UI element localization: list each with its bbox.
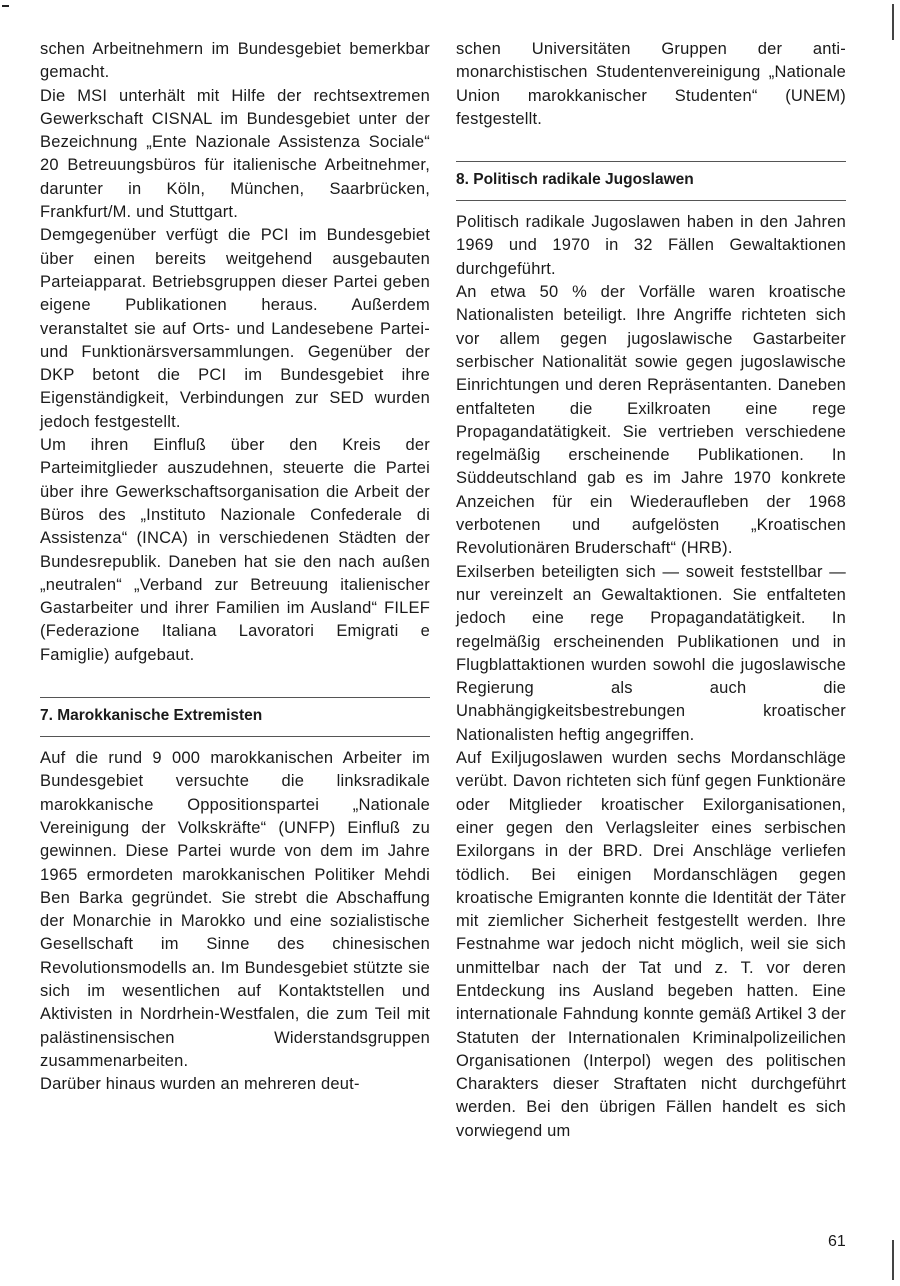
left-column xyxy=(40,38,430,1096)
paragraph: Exilserben beteiligten sich — soweit feststellbar — nur vereinzelt an Gewaltaktionen. Sie entfalteten jedoch eine rege Propagandatätigkeit. In regelmäßig erscheinenden Publikationen und in Flugblattaktionen wurden sowohl die jugoslawische Regierung als auch die Unabhängigkeitsbestrebungen kroatischer Nationalisten heftig angegriffen. xyxy=(456,562,846,744)
paragraph: Um ihren Einfluß über den Kreis der Parteimitglieder auszudehnen, steuerte die Partei über ihre Gewerkschaftsorganisation die Arbeit der Büros des „Instituto Nazionale Confederale di Assistenza“ (INCA) in verschiedenen Städten der Bundesrepublik. Daneben hat sie den nach außen „neutralen“ „Verband zur Betreuung italienischer Gastarbeiter und ihrer Familien im Ausland“ FILEF (Federazione Italiana Lavoratori Emigrati e Famiglie) aufgebaut. xyxy=(40,436,430,664)
paragraph: schen Universitäten Gruppen der anti-monarchistischen Studentenvereinigung „Nationale Union marokkanischer Studenten“ (UNEM) festgestellt. xyxy=(456,40,846,128)
scan-edge-mark-top xyxy=(892,4,894,40)
right-column xyxy=(456,38,846,1143)
scan-mark xyxy=(2,5,9,7)
paragraph: An etwa 50 % der Vorfälle waren kroatische Nationalisten beteiligt. Ihre Angriffe richteten sich vor allem gegen jugoslawische Gastarbeiter serbischer Nationalität sowie gegen jugoslawische Einrichtungen und deren Repräsentanten. Daneben entfalteten die Exilkroaten eine rege Propagandatätigkeit. Sie vertrieben verschiedene regelmäßig erscheinende Publikationen. In Süddeutschland gab es im Jahre 1970 konkrete Anzeichen für ein Wiederaufleben der 1968 verbotenen und aufgelösten „Kroatischen Revolutionären Bruderschaft“ (HRB). xyxy=(456,283,846,558)
paragraph: Auf die rund 9 000 marokkanischen Arbeiter im Bundesgebiet versuchte die linksradikale marokkanische Oppositionspartei „Nationale Vereinigung der Volkskräfte“ (UNFP) Einfluß zu gewinnen. Diese Partei wurde von dem im Jahre 1965 ermordeten marokkanischen Politiker Mehdi Ben Barka gegründet. Sie strebt die Abschaffung der Monarchie in Marokko und eine sozialistische Gesellschaft im Sinne des chinesischen Revolutionsmodells an. Im Bundesgebiet stützte sie sich im wesentlichen auf Kontaktstellen und Aktivisten in Nordrhein-Westfalen, die zum Teil mit palästinensischen Widerstandsgruppen zusammenarbeiten. xyxy=(40,749,430,1070)
paragraph: schen Arbeitnehmern im Bundesgebiet bemerkbar gemacht. xyxy=(40,40,430,82)
paragraph: Die MSI unterhält mit Hilfe der rechtsextremen Gewerkschaft CISNAL im Bundesgebiet unter der Bezeichnung „Ente Nazionale Assistenza Sociale“ 20 Betreuungsbüros für italienische Arbeitnehmer, darunter in Köln, München, Saarbrücken, Frankfurt/M. und Stuttgart. xyxy=(40,86,430,222)
section-heading: 7. Marokkanische Extremisten xyxy=(40,698,430,737)
section-8-header xyxy=(456,161,846,201)
section-7-header xyxy=(40,697,430,737)
scan-edge-mark-bottom xyxy=(892,1240,894,1280)
section-heading: 8. Politisch radikale Jugoslawen xyxy=(456,162,846,201)
page-number: 61 xyxy=(828,1233,846,1250)
paragraph: Darüber hinaus wurden an mehreren deut- xyxy=(40,1075,360,1094)
paragraph: Auf Exiljugoslawen wurden sechs Mordanschläge verübt. Davon richteten sich fünf gegen Funktionäre oder Mitglieder kroatischer Exilorganisationen, einer gegen den Verlagsleiter eines serbischen Exilorgans in der BRD. Drei Anschläge verliefen tödlich. Bei einigen Mordanschlägen gegen kroatische Emigranten konnte die Identität der Täter mit ziemlicher Sicherheit festgestellt werden. Ihre Festnahme war jedoch nicht möglich, weil sie sich unmittelbar nach der Tat und z. T. vor deren Entdeckung ins Ausland begeben hatten. Eine internationale Fahndung konnte gemäß Artikel 3 der Statuten der Internationalen Kriminalpolizeilichen Organisationen (Interpol) wegen des politischen Charakters dieser Straftaten nicht durchgeführt werden. Bei den übrigen Fällen handelt es sich vorwiegend um xyxy=(456,749,846,1140)
paragraph: Politisch radikale Jugoslawen haben in den Jahren 1969 und 1970 in 32 Fällen Gewaltaktionen durchgeführt. xyxy=(456,213,846,278)
paragraph: Demgegenüber verfügt die PCI im Bundesgebiet über einen bereits weitgehend ausgebauten Parteiapparat. Betriebsgruppen dieser Partei geben eigene Publikationen heraus. Außerdem veranstaltet sie auf Orts- und Landesebene Partei- und Funktionärsversammlungen. Gegenüber der DKP betont die PCI im Bundesgebiet ihre Eigenständigkeit, Verbindungen zur SED wurden jedoch festgestellt. xyxy=(40,226,430,431)
